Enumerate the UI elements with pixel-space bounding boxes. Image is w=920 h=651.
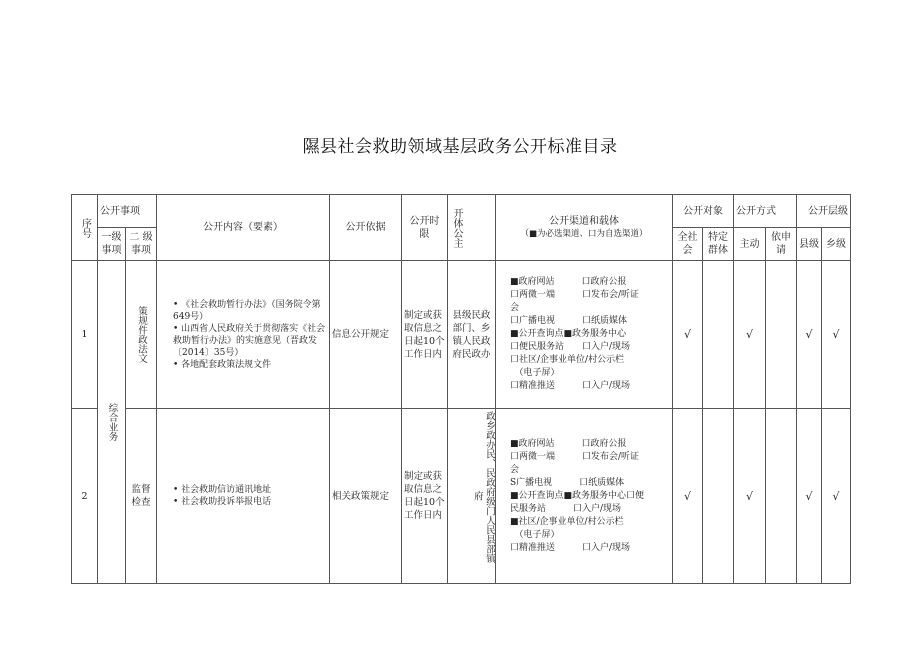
channel-line: 口广播电视 口纸质媒体 (510, 316, 628, 326)
content-item: • 山西省人民政府关于贯彻落实《社会救助暂行办法》的实施意见（晋政发〔2014〕35号） (173, 323, 327, 359)
row-method-active: √ (734, 261, 766, 409)
row-level-county: √ (797, 409, 822, 584)
header-basis: 公开依据 (330, 195, 402, 261)
channel-line: 口精准推送 口入户/现场 (510, 542, 631, 553)
channel-line: ■公开查询点■政务服务中心口便 (510, 490, 645, 501)
channel-line: 会 (510, 464, 520, 475)
header-level-county: 县级 (797, 228, 822, 261)
channel-line: 民服务站 口入户/现场 (510, 503, 622, 514)
content-item: • 各地配套政策法规文件 (173, 359, 327, 371)
row-level2: 监督检查 (126, 409, 157, 584)
channel-line: ■政府网站 口政府公报 (510, 438, 627, 449)
channel-line: 口精准推送 口入户/现场 (510, 381, 631, 391)
row-time-limit: 制定或获取信息之日起10个工作日内 (402, 409, 448, 584)
header-subject-label: 开体公主 (451, 207, 462, 248)
document-title: 隰县社会救助领域基层政务公开标准目录 (302, 137, 618, 157)
table-row (72, 261, 851, 409)
header-channels-label: 公开渠道和载体 (549, 215, 619, 227)
row-target-specific (703, 261, 734, 409)
row-seq: 2 (72, 409, 98, 584)
row-content (157, 409, 330, 584)
row-seq: 1 (72, 261, 98, 409)
header-level: 公开层级 (797, 195, 851, 228)
row-subject (448, 409, 496, 584)
header-content: 公开内容（要素） (157, 195, 330, 261)
header-row-1 (72, 195, 851, 228)
catalog-table (71, 194, 851, 584)
header-subject (448, 195, 496, 261)
row-target-all: √ (673, 409, 703, 584)
header-channels (496, 195, 673, 261)
channel-line: （电子屏） (510, 368, 560, 378)
content-item: • 《社会救助暂行办法》（国务院令第649号） (173, 299, 327, 323)
channel-line: （电子屏） (510, 529, 560, 540)
row-level-township: √ (822, 409, 851, 584)
header-seq (72, 195, 98, 261)
row-content (157, 261, 330, 409)
header-time-limit: 公开时限 (402, 195, 448, 261)
channel-line: 口两微一端 口发布会/听证 (510, 290, 640, 300)
row-level2-label: 策规件政法文 (136, 306, 147, 363)
category-label: 综合业务 (106, 403, 118, 441)
row-method-request (766, 409, 797, 584)
header-target-all: 全社会 (673, 228, 703, 261)
header-method-active: 主动 (734, 228, 766, 261)
row-time-limit: 制定或获取信息之日起10个工作日内 (402, 261, 448, 409)
channel-line: 口社区/企事业单位/村公示栏 (510, 355, 625, 365)
channel-line: ■公开查询点■政务服务中心 (510, 329, 627, 339)
channel-line: 口两微一端 口发布会/听证 (510, 451, 640, 462)
header-method-request: 依申请 (766, 228, 797, 261)
channel-line: 会 (510, 303, 520, 313)
header-method: 公开方式 (734, 195, 797, 228)
row-method-request (766, 261, 797, 409)
header-level1: 一级事项 (98, 228, 126, 261)
row-subject-col2: 府 (472, 491, 483, 501)
row-level-county: √ (797, 261, 822, 409)
row-subject: 县级民政部门、乡镇人民政府民政办 (448, 261, 496, 409)
channel-line: ■政府网站 口政府公报 (510, 277, 627, 287)
header-target-specific: 特定群体 (703, 228, 734, 261)
content-item: • 社会救助信访通讯地址 (173, 484, 327, 496)
content-list (159, 299, 327, 371)
header-target: 公开对象 (673, 195, 734, 228)
row-target-specific (703, 409, 734, 584)
row-channels (496, 261, 673, 409)
row-subject-col1: 政乡政办民、民政府级门人民县部镇 (484, 411, 495, 563)
table-row (72, 409, 851, 584)
channel-line: ■社区/企事业单位/村公示栏 (510, 516, 624, 527)
row-level2 (126, 261, 157, 409)
header-level2: 二 级事项 (126, 228, 157, 261)
header-channels-note: （■为必选渠道、口为自选渠道） (520, 228, 648, 239)
channel-line: 口便民服务站 口入户/现场 (510, 342, 631, 352)
header-seq-label: 序号 (79, 217, 91, 238)
header-matters: 公开事项 (98, 195, 157, 228)
category-cell (98, 261, 126, 584)
row-basis: 信息公开规定 (330, 261, 402, 409)
row-basis: 相关政策规定 (330, 409, 402, 584)
content-item: • 社会救助投诉举报电话 (173, 496, 327, 508)
row-level-township: √ (822, 261, 851, 409)
channel-line: S广播电视 口纸质媒体 (510, 477, 625, 488)
row-channels (496, 409, 673, 584)
header-level-township: 乡级 (822, 228, 851, 261)
row-target-all: √ (673, 261, 703, 409)
content-list (159, 484, 327, 508)
row-method-active: √ (734, 409, 766, 584)
